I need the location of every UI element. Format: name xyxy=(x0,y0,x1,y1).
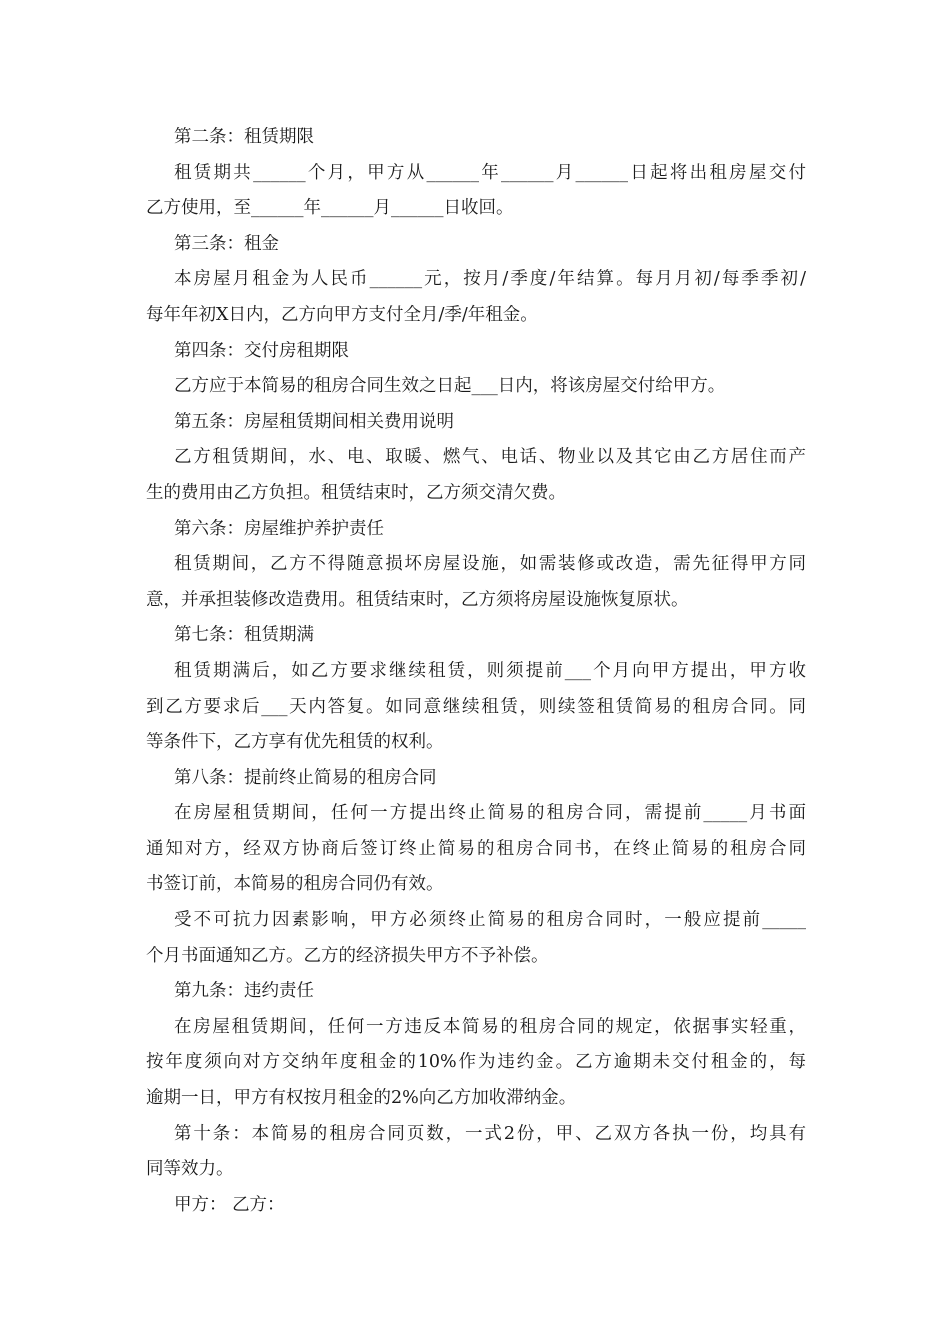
text-line: 第二条：租赁期限 xyxy=(174,127,314,147)
text-line: 本房屋月租金为人民币______元，按月/季度/年结算。每月月初/每季季初/ xyxy=(174,269,806,290)
text-line: 按年度须向对方交纳年度租金的10%作为违约金。乙方逾期未交付租金的，每 xyxy=(146,1052,806,1073)
text-line: 受不可抗力因素影响，甲方必须终止简易的租房合同时，一般应提前_____ xyxy=(174,910,806,931)
text-line: 逾期一日，甲方有权按月租金的2%向乙方加收滞纳金。 xyxy=(146,1088,577,1109)
text-line: 第十条：本简易的租房合同页数，一式2份，甲、乙双方各执一份，均具有 xyxy=(174,1123,806,1144)
text-line: 在房屋租赁期间，任何一方提出终止简易的租房合同，需提前_____月书面 xyxy=(174,803,806,824)
text-line: 租赁期间，乙方不得随意损坏房屋设施，如需装修或改造，需先征得甲方同 xyxy=(174,554,806,575)
text-line: 同等效力。 xyxy=(146,1159,234,1180)
text-line: 意，并承担装修改造费用。租赁结束时，乙方须将房屋设施恢复原状。 xyxy=(146,589,689,610)
text-line: 第七条：租赁期满 xyxy=(174,625,314,646)
text-line: 乙方应于本简易的租房合同生效之日起___日内，将该房屋交付给甲方。 xyxy=(174,376,726,397)
text-line: 生的费用由乙方负担。租赁结束时，乙方须交清欠费。 xyxy=(146,482,566,503)
text-line: 乙方租赁期间，水、电、取暖、燃气、电话、物业以及其它由乙方居住而产 xyxy=(174,447,806,468)
text-line: 租赁期满后，如乙方要求继续租赁，则须提前___个月向甲方提出，甲方收 xyxy=(174,660,806,681)
text-line: 甲方： 乙方： xyxy=(174,1194,285,1215)
contract-body xyxy=(146,120,806,1223)
text-line: 每年年初X日内，乙方向甲方支付全月/季/年租金。 xyxy=(146,304,538,325)
text-line: 租赁期共______个月，甲方从______年______月______日起将出租房屋交付 xyxy=(174,162,806,183)
text-line: 第六条：房屋维护养护责任 xyxy=(174,518,384,539)
text-line: 第四条：交付房租期限 xyxy=(174,340,349,361)
text-line: 第三条：租金 xyxy=(174,233,279,254)
text-line: 第九条：违约责任 xyxy=(174,981,314,1002)
text-line: 到乙方要求后___天内答复。如同意继续租赁，则续签租赁简易的租房合同。同 xyxy=(146,696,806,717)
text-line: 书签订前，本简易的租房合同仍有效。 xyxy=(146,874,444,895)
text-line: 第五条：房屋租赁期间相关费用说明 xyxy=(174,411,454,432)
text-line: 通知对方，经双方协商后签订终止简易的租房合同书，在终止简易的租房合同 xyxy=(146,838,806,859)
text-line: 在房屋租赁期间，任何一方违反本简易的租房合同的规定，依据事实轻重， xyxy=(174,1016,806,1037)
text-line: 个月书面通知乙方。乙方的经济损失甲方不予补偿。 xyxy=(146,945,549,966)
text-line: 等条件下，乙方享有优先租赁的权利。 xyxy=(146,732,444,753)
text-line: 第八条：提前终止简易的租房合同 xyxy=(174,767,437,788)
text-line: 乙方使用，至______年______月______日收回。 xyxy=(146,198,514,219)
